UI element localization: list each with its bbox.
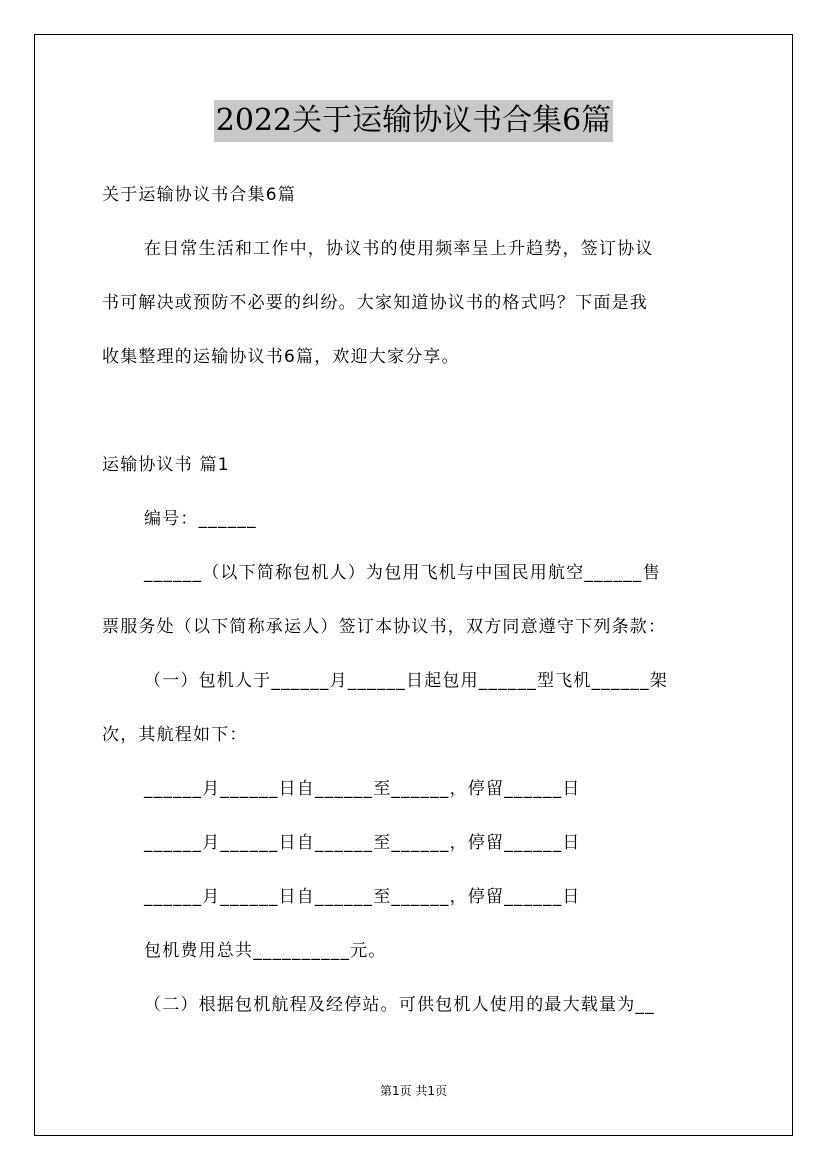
body-line: 包机费用总共__________元。 — [144, 941, 387, 961]
intro-line: 书可解决或预防不必要的纠纷。大家知道协议书的格式吗？下面是我 — [102, 293, 648, 313]
body-line: ______（以下简称包机人）为包用飞机与中国民用航空______售 — [144, 563, 661, 583]
body-line: （一）包机人于______月______日起包用______型飞机______架 — [144, 671, 668, 691]
intro-line: 收集整理的运输协议书6篇，欢迎大家分享。 — [102, 347, 460, 367]
body-line: 次，其航程如下： — [102, 725, 248, 745]
section-heading: 运输协议书 篇1 — [102, 455, 230, 475]
body-line: ______月______日自______至______，停留______日 — [144, 833, 581, 853]
body-line: ______月______日自______至______，停留______日 — [144, 887, 581, 907]
document-title-wrap — [0, 100, 827, 142]
page-footer: 第1页 共1页 — [379, 1084, 448, 1098]
body-line: （二）根据包机航程及经停站。可供包机人使用的最大载量为__ — [144, 995, 655, 1015]
body-line: 票服务处（以下简称承运人）签订本协议书，双方同意遵守下列条款： — [102, 617, 667, 637]
body-line: ______月______日自______至______，停留______日 — [144, 779, 581, 799]
document-subtitle: 关于运输协议书合集6篇 — [102, 185, 297, 205]
body-line: 编号：______ — [144, 509, 257, 529]
document-title: 2022关于运输协议书合集6篇 — [214, 100, 613, 142]
intro-line: 在日常生活和工作中，协议书的使用频率呈上升趋势，签订协议 — [144, 239, 654, 259]
